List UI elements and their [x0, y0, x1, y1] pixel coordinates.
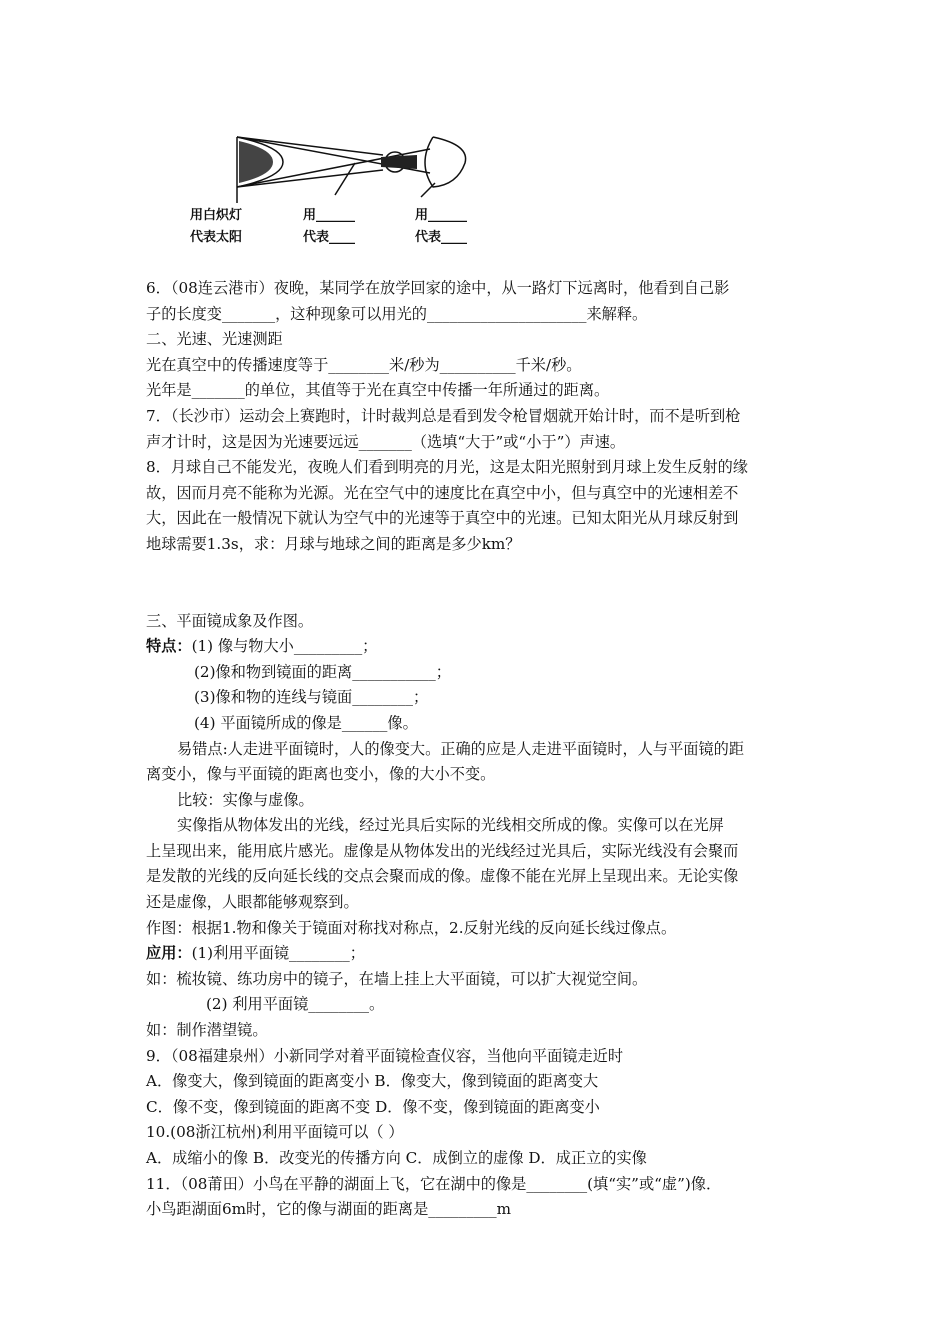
- figure-caption-3b: 代表____: [415, 230, 468, 245]
- q10: 10.(08浙江杭州)利用平面镜可以（ ）: [146, 1123, 404, 1142]
- apply2: (2) 利用平面镜________。: [206, 995, 385, 1014]
- sun-shade: [239, 141, 273, 183]
- example2: 如：制作潜望镜。: [146, 1021, 268, 1040]
- q6-line2: 子的长度变_______，这种现象可以用光的_____________________来解释。: [146, 304, 648, 323]
- q9-options-cd: C．像不变，像到镜面的距离不变 D．像不变，像到镜面的距离变小: [146, 1097, 600, 1116]
- real-line1: 实像指从物体发出的光线，经过光具后实际的光线相交所成的像。实像可以在光屏: [177, 816, 724, 835]
- apply1: (1)利用平面镜________；: [191, 944, 365, 963]
- feature4: (4) 平面镜所成的像是______像。: [194, 713, 418, 732]
- example1: 如：梳妆镜、练功房中的镜子，在墙上挂上大平面镜，可以扩大视觉空间。: [146, 969, 648, 988]
- umbra-shade: [381, 155, 417, 169]
- drawing-line: 作图：根据1.物和像关于镜面对称找对称点，2.反射光线的反向延长线过像点。: [146, 918, 677, 937]
- q7-line1: 7．（长沙市）运动会上赛跑时，计时裁判总是看到发令枪冒烟就开始计时，而不是听到枪: [146, 406, 741, 425]
- q8-line1: 8．月球自己不能发光，夜晚人们看到明亮的月光，这是太阳光照射到月球上发生反射的缘: [146, 458, 748, 477]
- feature-label: 特点：: [146, 637, 192, 656]
- apply-label: 应用：: [146, 944, 192, 963]
- apply-line1: [146, 941, 826, 967]
- real-line4: 还是虚像，人眼都能够观察到。: [146, 893, 359, 912]
- figure-caption-2b: 代表____: [303, 230, 356, 245]
- figure-caption-2a: 用______: [303, 208, 356, 223]
- feature2: (2)像和物到镜面的距离___________；: [194, 662, 451, 681]
- feature-line1: [146, 634, 826, 660]
- document-body: [146, 276, 826, 1223]
- figure-caption-3a: 用______: [415, 208, 468, 223]
- light-speed-line: 光在真空中的传播速度等于________米/秒为__________千米/秒。: [146, 355, 582, 374]
- feature1: (1) 像与物大小_________；: [191, 637, 378, 656]
- q11-line2: 小鸟距湖面6m时，它的像与湖面的距离是_________m: [146, 1200, 511, 1219]
- q9: 9．（08福建泉州）小新同学对着平面镜检查仪容，当他向平面镜走近时: [146, 1046, 624, 1065]
- real-line2: 上呈现出来，能用底片感光。虚像是从物体发出的光线经过光具后，实际光线没有会聚而: [146, 841, 739, 860]
- q8-line3: 大，因此在一般情况下就认为空气中的光速等于真空中的光速。已知太阳光从月球反射到: [146, 509, 739, 528]
- figure-caption-1b: 代表太阳: [190, 230, 243, 245]
- light-year-line: 光年是_______的单位，其值等于光在真空中传播一年所通过的距离。: [146, 381, 610, 400]
- figure-caption-1a: 用白炽灯: [190, 208, 243, 223]
- q11-line1: 11．（08莆田）小鸟在平静的湖面上飞，它在湖中的像是________(填“实”或“虚”)像．: [146, 1174, 722, 1193]
- mistake-line1: 易错点:人走进平面镜时，人的像变大。正确的应是人走进平面镜时，人与平面镜的距: [177, 739, 745, 758]
- q10-options: A．成缩小的像 B．改变光的传播方向 C．成倒立的虚像 D．成正立的实像: [146, 1149, 647, 1167]
- section2-title: 二、光速、光速测距: [146, 330, 283, 349]
- q8-line4: 地球需要1.3s，求：月球与地球之间的距离是多少km？: [146, 534, 521, 553]
- q9-options-ab: A．像变大，像到镜面的距离变小 B．像变大，像到镜面的距离变大: [146, 1072, 599, 1091]
- feature3: (3)像和物的连线与镜面________；: [194, 688, 429, 707]
- section3-title: 三、平面镜成象及作图。: [146, 611, 314, 630]
- q7-line2: 声才计时，这是因为光速要远远_______（选填“大于”或“小于”）声速。: [146, 432, 626, 451]
- moon-shape: [425, 137, 466, 187]
- q8-line2: 故，因而月亮不能称为光源。光在空气中的速度比在真空中小，但与真空中的光速相差不: [146, 483, 739, 502]
- real-line3: 是发散的光线的反向延长线的交点会聚而成的像。虚像不能在光屏上呈现出来。无论实像: [146, 867, 739, 886]
- compare-line: 比较：实像与虚像。: [177, 790, 314, 809]
- mistake-line2: 离变小，像与平面镜的距离也变小，像的大小不变。: [146, 765, 496, 784]
- q6-line1: 6．（08连云港市）夜晚，某同学在放学回家的途中，从一路灯下远离时，他看到自己影: [146, 279, 730, 297]
